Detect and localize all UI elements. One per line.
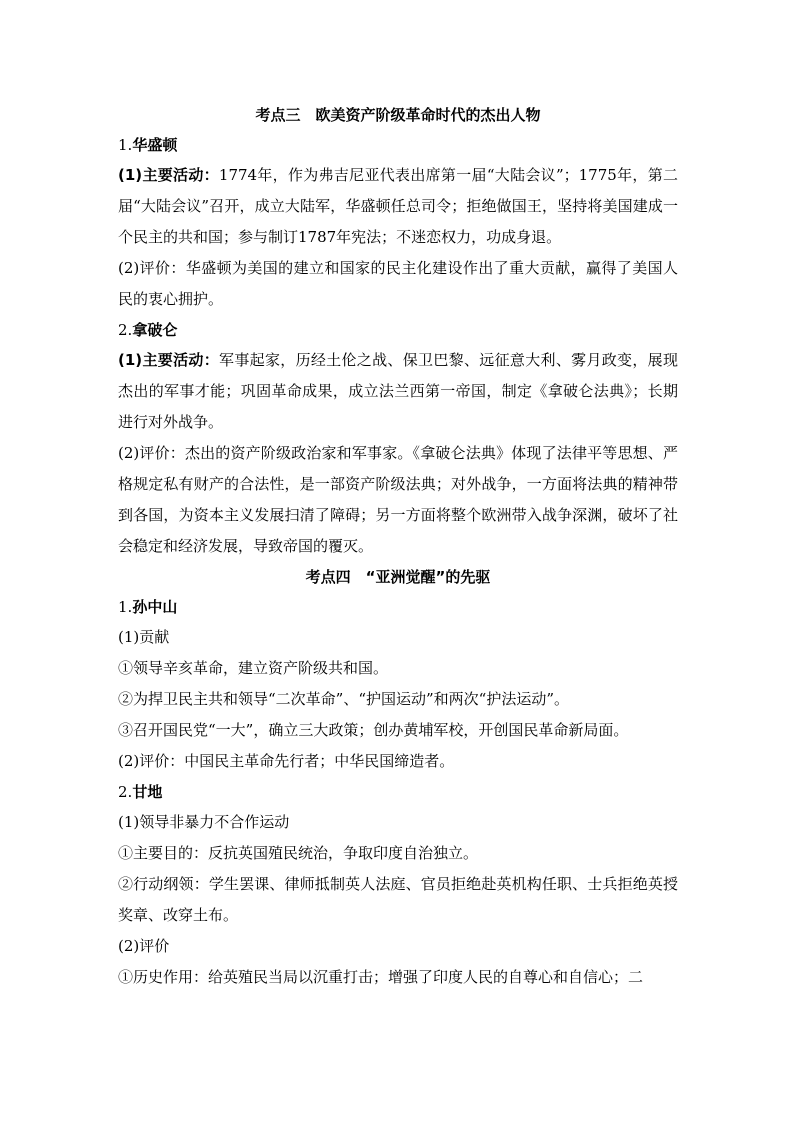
sun-item-2: ②为捍卫民主共和领导“二次革命”、“护国运动”和两次“护法运动”。 xyxy=(118,690,570,708)
activity-label: (1)主要活动： xyxy=(118,351,220,369)
sun-contribution-heading: (1)贡献 xyxy=(118,628,170,646)
activity-text: 军事起家，历经土伦之战、保卫巴黎、远征意大利、雾月政变，展现杰出的军事才能；巩固革命成果，成立法兰西第一帝国，制定《拿破仑法典》；长期进行对外战争。 xyxy=(118,351,678,431)
washington-activities xyxy=(118,160,678,253)
heading-text: 甘地 xyxy=(132,783,163,801)
heading-text: 华盛顿 xyxy=(132,136,178,154)
napoleon-activities xyxy=(118,345,678,438)
section-title-4: 考点四 “亚洲觉醒”的先驱 xyxy=(305,568,491,586)
sun-item-3: ③召开国民党“一大”，确立三大政策；创办黄埔军校，开创国民革命新局面。 xyxy=(118,721,629,739)
heading-gandhi xyxy=(118,777,678,807)
heading-text: 孙中山 xyxy=(132,598,178,616)
document-content xyxy=(118,100,678,993)
gandhi-item-2: ②行动纲领：学生罢课、律师抵制英人法庭、官员拒绝赴英机构任职、士兵拒绝英授奖章、改穿土布。 xyxy=(118,875,678,924)
heading-washington xyxy=(118,130,678,160)
gandhi-lead: (1)领导非暴力不合作运动 xyxy=(118,813,290,831)
heading-sun-yat-sen xyxy=(118,592,678,622)
heading-number: 1. xyxy=(118,598,133,616)
heading-number: 2. xyxy=(118,783,133,801)
gandhi-evaluation-heading: (2)评价 xyxy=(118,937,170,955)
heading-text: 拿破仑 xyxy=(132,321,178,339)
sun-item-1: ①领导辛亥革命，建立资产阶级共和国。 xyxy=(118,659,389,677)
gandhi-evaluation-item-1: ①历史作用：给英殖民当局以沉重打击；增强了印度人民的自尊心和自信心；二 xyxy=(118,968,644,986)
gandhi-item-1: ①主要目的：反抗英国殖民统治，争取印度自治独立。 xyxy=(118,844,479,862)
heading-napoleon xyxy=(118,315,678,345)
heading-number: 2. xyxy=(118,321,133,339)
heading-number: 1. xyxy=(118,136,133,154)
sun-evaluation: (2)评价：中国民主革命先行者；中华民国缔造者。 xyxy=(118,752,455,770)
activity-text: 1774年，作为弗吉尼亚代表出席第一届“大陆会议”；1775年，第二届“大陆会议”召开，成立大陆军，华盛顿任总司令；拒绝做国王，坚持将美国建成一个民主的共和国；参与制订1787年宪法；不迷恋权力，功成身退。 xyxy=(118,166,678,246)
activity-label: (1)主要活动： xyxy=(118,166,219,184)
napoleon-evaluation: (2)评价：杰出的资产阶级政治家和军事家。《拿破仑法典》体现了法律平等思想、严格规定私有财产的合法性，是一部资产阶级法典；对外战争，一方面将法典的精神带到各国，为资本主义发展扫清了障碍；另一方面将整个欧洲带入战争深渊，破坏了社会稳定和经济发展，导致帝国的覆灭。 xyxy=(118,444,678,555)
section-title-3: 考点三 欧美资产阶级革命时代的杰出人物 xyxy=(255,106,541,124)
washington-evaluation: (2)评价：华盛顿为美国的建立和国家的民主化建设作出了重大贡献，赢得了美国人民的衷心拥护。 xyxy=(118,259,678,308)
